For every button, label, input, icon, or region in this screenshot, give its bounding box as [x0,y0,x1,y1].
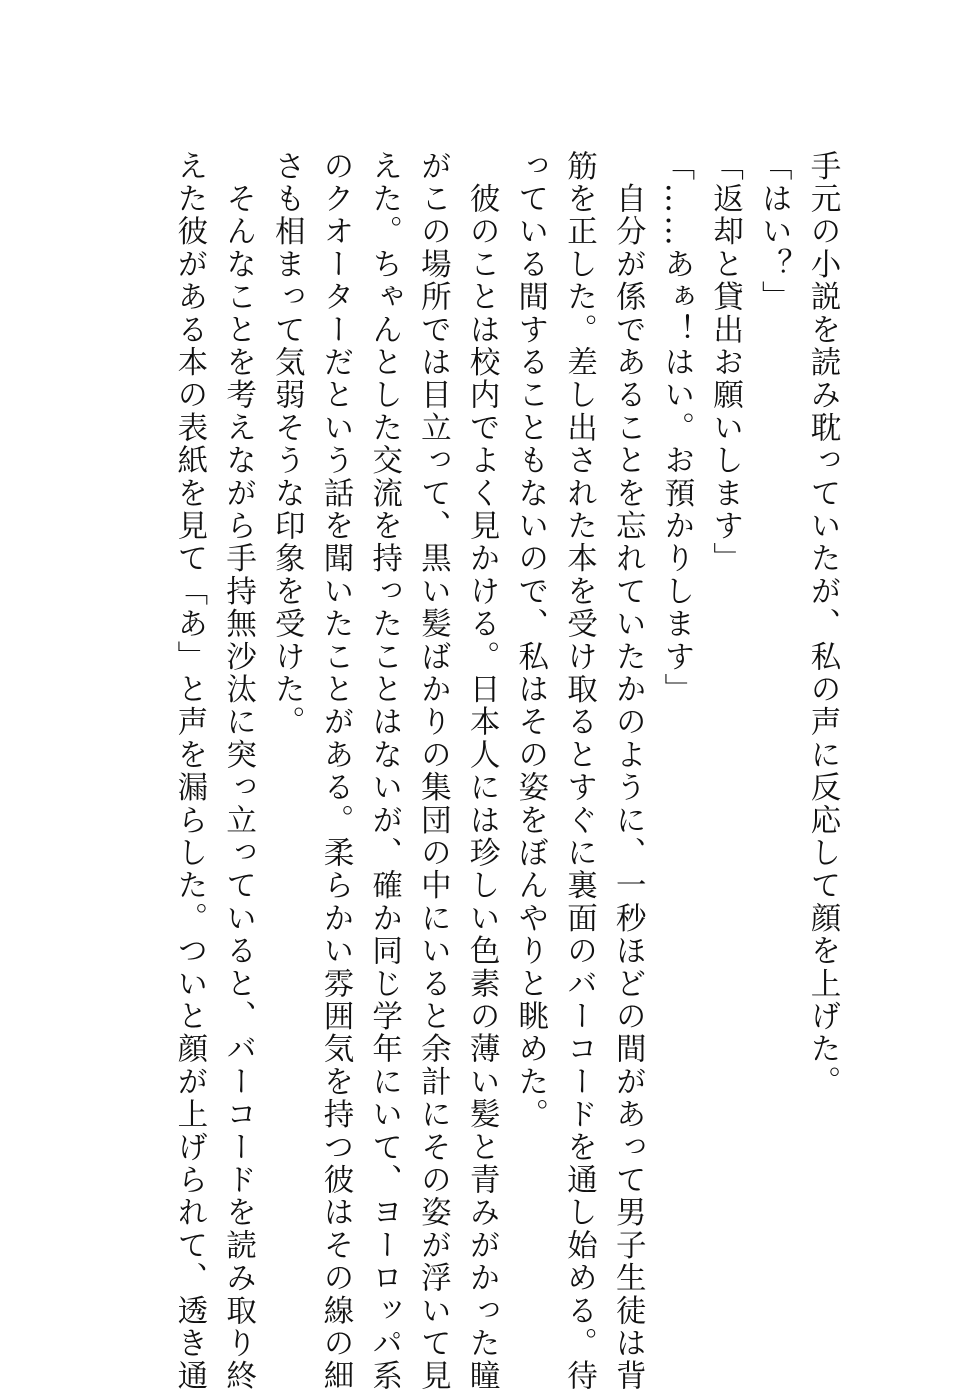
text-line: 「……あぁ！はい。お預かりします」 [658,150,694,706]
text-line: さも相まって気弱そうな印象を受けた。 [269,150,305,739]
text-line: のクオーターだという話を聞いたことがある。柔らかい雰囲気を持つ彼はその線の細 [317,150,353,1393]
text-line: 手元の小説を読み耽っていたが、私の声に反応して顔を上げた。 [805,150,840,1099]
text-line: がこの場所では目立って、黒い髪ばかりの集団の中にいると余計にその姿が浮いて見 [415,150,451,1393]
text-line: 自分が係であることを忘れていたかのように、一秒ほどの間があって男子生徒は背 [610,150,646,1393]
text-line: えた彼がある本の表紙を見て「あ」と声を漏らした。ついと顔が上げられて、透き通 [171,150,207,1393]
vertical-text-body [164,150,846,1393]
text-line: 「返却と貸出お願いします」 [707,150,743,576]
text-line: えた。ちゃんとした交流を持ったことはないが、確か同じ学年にいて、ヨーロッパ系 [366,150,402,1393]
text-line: 「はい？」 [756,150,792,314]
text-line: っている間することもないので、私はその姿をぼんやりと眺めた。 [512,150,548,1131]
text-line: 筋を正した。差し出された本を受け取るとすぐに裏面のバーコードを通し始める。待 [561,150,597,1393]
text-line: 彼のことは校内でよく見かける。日本人には珍しい色素の薄い髪と青みがかった瞳 [464,150,500,1393]
text-line: そんなことを考えながら手持無沙汰に突っ立っていると、バーコードを読み取り終 [220,150,256,1393]
